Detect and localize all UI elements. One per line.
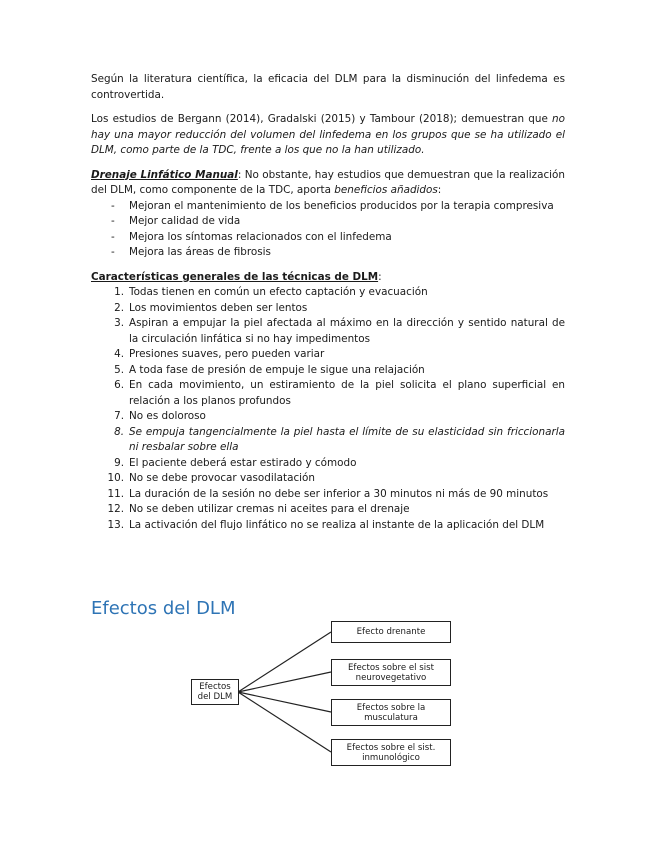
studies-lead: Los estudios de Bergann (2014), Gradalski (2015) y Tambour (2018); demuestran que: [91, 113, 553, 125]
item-number: 10.: [107, 472, 124, 484]
effect-node-musculature: Efectos sobre la musculatura: [331, 699, 451, 726]
manual-italic: beneficios añadidos: [334, 184, 438, 196]
intro-paragraph: Según la literatura científica, la eficacia del DLM para la disminución del linfedema es controvertida.: [91, 73, 565, 101]
item-number: 11.: [107, 487, 124, 500]
item-text: No se debe provocar vasodilatación: [129, 472, 315, 484]
item-text: El paciente deberá estar estirado y cómodo: [129, 456, 357, 469]
item-number: 6.: [114, 379, 124, 391]
manual-end: :: [437, 184, 442, 196]
item-number: 7.: [114, 410, 124, 422]
effect-node-neurovegetative: Efectos sobre el sist neurovegetativo: [331, 659, 451, 686]
item-text: La activación del flujo linfático no se realiza al instante de la aplicación del DLM: [129, 518, 545, 531]
list-item: - Mejoran el mantenimiento de los beneficios producidos por la terapia compresiva: [91, 199, 565, 215]
item-text: Aspiran a empujar la piel afectada al máximo en la dirección y sentido natural de la circulación linfática si no hay impedimentos: [129, 317, 565, 345]
effects-root-node: Efectos del DLM: [191, 679, 239, 705]
item-number: 3.: [114, 317, 124, 329]
studies-italic: no hay una mayor reducción del volumen del linfedema en los grupos que se ha utilizado el DLM, como parte de la TDC, frente a los que no la han utilizado.: [91, 113, 565, 156]
effects-section-title: Efectos del DLM: [91, 598, 236, 619]
item-number: 8.: [114, 425, 124, 438]
item-number: 4.: [114, 348, 124, 360]
list-item: - Mejora los síntomas relacionados con el linfedema: [91, 230, 565, 246]
item-text: A toda fase de presión de empuje le sigue una relajación: [129, 363, 425, 376]
list-item: - Mejora las áreas de fibrosis: [91, 245, 565, 261]
item-text: No es doloroso: [129, 410, 206, 422]
connector-line: [238, 632, 331, 692]
item-number: 9.: [114, 456, 124, 469]
item-text: Se empuja tangencialmente la piel hasta el límite de su elasticidad sin friccionarla ni resbalar sobre ella: [129, 425, 565, 453]
manual-heading: Drenaje Linfático Manual: [91, 168, 238, 181]
item-number: 12.: [107, 503, 124, 515]
item-text: No se deben utilizar cremas ni aceites para el drenaje: [129, 503, 410, 515]
effect-node-immune: Efectos sobre el sist. inmunológico: [331, 739, 451, 766]
item-number: 1.: [114, 286, 124, 298]
list-item: - Mejor calidad de vida: [91, 214, 565, 230]
effect-node-drainage: Efecto drenante: [331, 621, 451, 643]
item-text: Los movimientos deben ser lentos: [129, 301, 308, 314]
characteristics-colon: :: [378, 270, 382, 283]
connector-line: [238, 692, 331, 752]
characteristics-heading: Características generales de las técnicas de DLM: [91, 270, 379, 283]
connector-line: [238, 692, 331, 712]
item-number: 13.: [107, 518, 124, 531]
item-text: Presiones suaves, pero pueden variar: [129, 348, 325, 360]
item-text: Todas tienen en común un efecto captación y evacuación: [129, 286, 428, 298]
manual-text: : No obstante, hay estudios que demuestran que la realización del DLM, como componente de la TDC, aporta: [91, 168, 565, 196]
item-number: 5.: [114, 363, 124, 376]
item-text: En cada movimiento, un estiramiento de la piel solicita el plano superficial en relación a los planos profundos: [129, 379, 565, 407]
item-text: La duración de la sesión no debe ser inferior a 30 minutos ni más de 90 minutos: [129, 487, 549, 500]
connector-line: [238, 672, 331, 692]
item-number: 2.: [114, 301, 124, 314]
